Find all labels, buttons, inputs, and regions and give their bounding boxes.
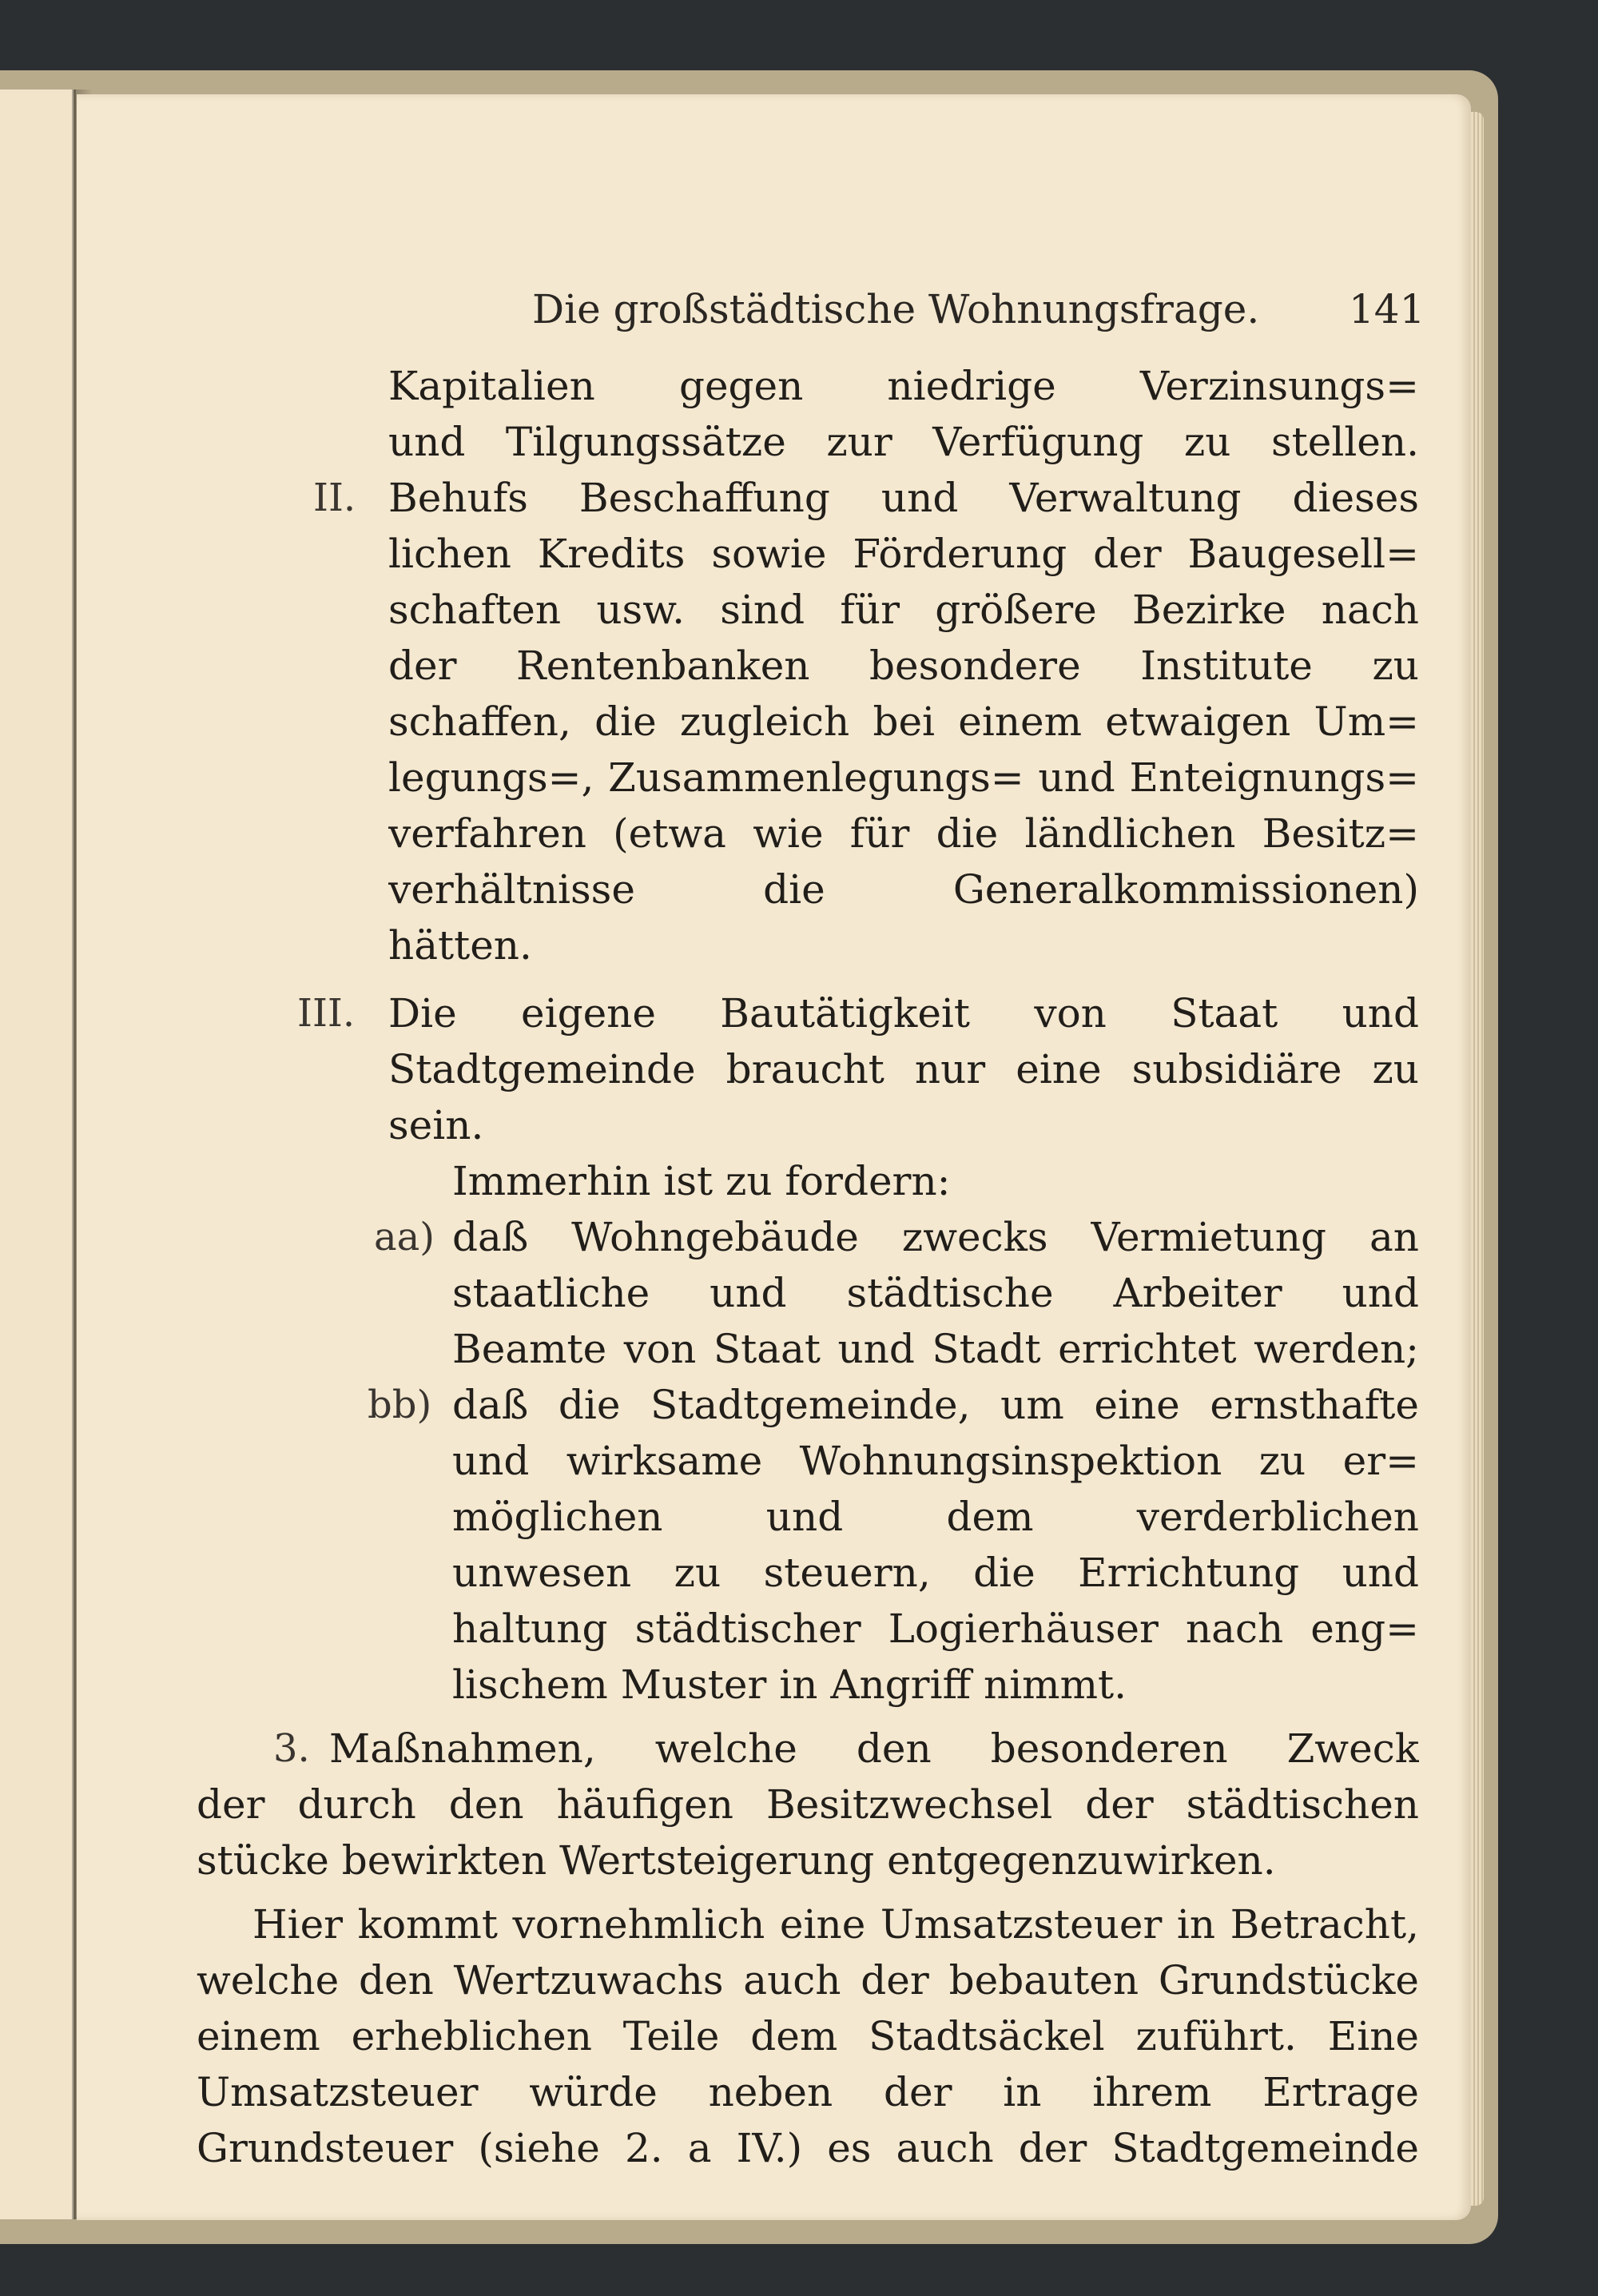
text-line: Immerhin ist zu fordern: <box>452 1158 951 1204</box>
text-line: Grundsteuer (siehe 2. a IV.) es auch der Stadtgemeinde <box>197 2125 1419 2171</box>
text-line: Die eigene Bautätigkeit von Staat und <box>388 990 1419 1037</box>
page-block-edge <box>1471 112 1484 2206</box>
text-line: schaffen, die zugleich bei einem etwaigen Um= <box>388 698 1419 745</box>
list-marker-ii: II. <box>313 476 356 520</box>
text-line: staatliche und städtische Arbeiter und <box>452 1270 1419 1316</box>
text-line: lischem Muster in Angriff nimmt. <box>452 1661 1127 1708</box>
text-line: und Tilgungssätze zur Verfügung zu stellen. <box>388 419 1419 465</box>
text-line: sein. <box>388 1102 484 1148</box>
text-line: haltung städtischer Logierhäuser nach eng= <box>452 1606 1419 1652</box>
running-title: Die großstädtische Wohnungsfrage. <box>532 286 1260 332</box>
text-line: verfahren (etwa wie für die ländlichen Besitz= <box>388 810 1419 857</box>
text-line: möglichen und dem verderblichen <box>452 1494 1419 1540</box>
text-line: und wirksame Wohnungsinspektion zu er= <box>452 1438 1419 1484</box>
facing-page-edge <box>0 90 76 2219</box>
text-line: schaften usw. sind für größere Bezirke nach <box>388 587 1419 633</box>
page-number: 141 <box>1349 286 1425 332</box>
text-line: Maßnahmen, welche den besonderen Zweck <box>329 1725 1419 1772</box>
text-line: daß die Stadtgemeinde, um eine ernsthafte <box>452 1382 1419 1428</box>
text-line: Kapitalien gegen niedrige Verzinsungs= <box>388 363 1419 409</box>
text-line: lichen Kredits sowie Förderung der Baugesell= <box>388 531 1419 577</box>
text-line: legungs=, Zusammenlegungs= und Enteignungs= <box>388 754 1419 801</box>
text-line: der durch den häufigen Besitzwechsel der städtischen <box>197 1781 1419 1828</box>
text-line: der Rentenbanken besondere Institute zu <box>388 643 1419 689</box>
text-line: daß Wohngebäude zwecks Vermietung an <box>452 1214 1419 1260</box>
text-line: Behufs Beschaffung und Verwaltung dieses <box>388 475 1419 521</box>
text-line: Hier kommt vornehmlich eine Umsatzsteuer in Betracht, <box>252 1901 1419 1948</box>
text-line: einem erheblichen Teile dem Stadtsäckel zuführt. Eine <box>197 2013 1419 2059</box>
text-line: hätten. <box>388 922 532 969</box>
text-line: Umsatzsteuer würde neben der in ihrem Ertrage <box>197 2069 1419 2115</box>
book-page <box>77 94 1471 2220</box>
list-marker-bb: bb) <box>368 1383 432 1427</box>
text-line: Beamte von Staat und Stadt errichtet werden; <box>452 1326 1419 1372</box>
text-line: welche den Wertzuwachs auch der bebauten Grundstücke <box>197 1957 1419 2004</box>
list-marker-iii: III. <box>297 991 356 1036</box>
text-line: stücke bewirkten Wertsteigerung entgegenzuwirken. <box>197 1837 1276 1884</box>
text-line: verhältnisse die Generalkommissionen) <box>388 866 1419 913</box>
section-number-3: 3. <box>273 1726 310 1771</box>
text-line: unwesen zu steuern, die Errichtung und <box>452 1550 1419 1596</box>
list-marker-aa: aa) <box>374 1215 435 1259</box>
text-line: Stadtgemeinde braucht nur eine subsidiäre zu <box>388 1046 1419 1092</box>
